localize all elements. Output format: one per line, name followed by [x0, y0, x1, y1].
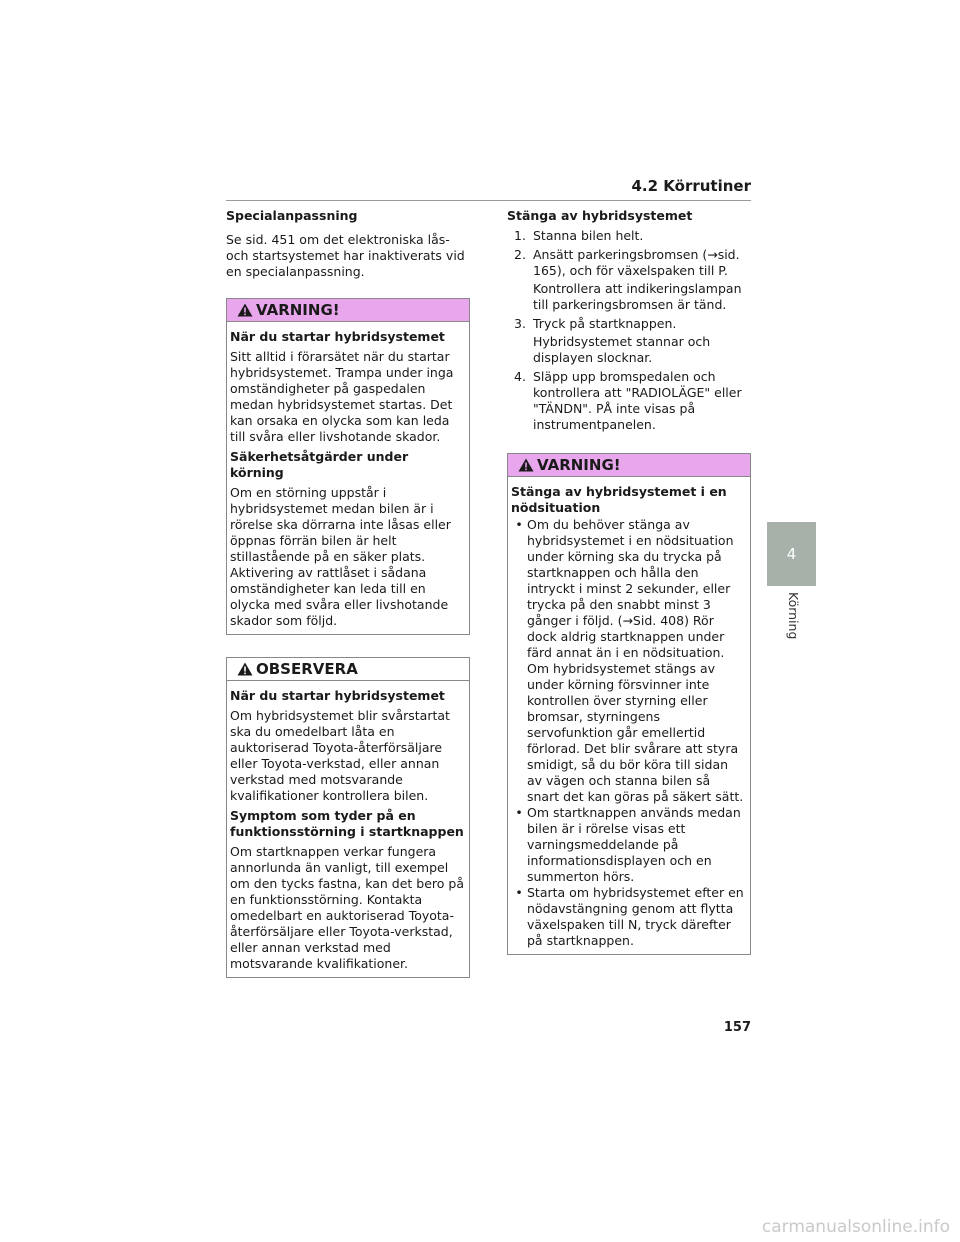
bullet-dot: • — [515, 805, 523, 820]
warning-section-text: Om en störning uppstår i hybridsystemet medan bilen är i rörelse ska dörrarna inte låsas eller öppnas förrän bilen är helt stillastående på en säker plats. Aktivering av rattlåset i sådana omständigheter kan leda till en olycka med svåra eller livshotande skador som följd. — [230, 485, 451, 628]
step-number: 2. — [514, 247, 526, 262]
step-content — [533, 316, 751, 366]
list-item — [507, 316, 751, 366]
warning-section-heading: När du startar hybridsystemet — [230, 329, 445, 344]
step-content — [533, 247, 751, 313]
bullet-text: Om startknappen används medan bilen är i rörelse visas ett varningsmeddelande på informationsdisplayen och en summerton hörs. — [527, 805, 741, 884]
warning-body — [508, 477, 750, 954]
notice-triangle-icon — [237, 662, 253, 676]
warning-box-start — [226, 298, 470, 635]
specialanpassning-intro: Se sid. 451 om det elektroniska lås- och startsystemet har inaktiverats vid en specialanpassning. — [226, 232, 465, 279]
list-item — [511, 517, 746, 805]
bullet-dot: • — [515, 885, 523, 900]
chapter-tab: 4 — [767, 522, 816, 586]
warning-bullet-list — [511, 517, 746, 949]
list-item — [511, 885, 746, 949]
watermark: carmanualsonline.info — [761, 1217, 950, 1237]
specialanpassning-heading: Specialanpassning — [226, 208, 358, 223]
warning-header — [227, 299, 469, 322]
step-number: 4. — [514, 369, 526, 384]
step-text: Tryck på startknappen. — [533, 316, 677, 331]
list-item — [507, 228, 751, 244]
bullet-text: Om du behöver stänga av hybridsystemet i en nödsituation under körning ska du trycka på startknappen och hålla den intryckt i minst 2 sekunder, eller trycka på den snabbt minst 3 gånger i följd. (→Sid. 408) Rör dock aldrig startknappen under färd annat än i en nödsituation. Om hybridsystemet stängs av under körning försvinner inte kontrollen över styrning eller bromsar, styrningens servofunktion går emellertid förlorad. Det blir svårare att styra smidigt, så du bör köra till sidan av vägen och stanna bilen så snart det kan göras på säkert sätt. — [527, 517, 744, 804]
stop-steps-list — [507, 228, 751, 433]
bullet-text: Starta om hybridsystemet efter en nödavstängning genom att flytta växelspaken till N, tryck därefter på startknappen. — [527, 885, 744, 948]
notice-header — [227, 658, 469, 681]
step-number: 3. — [514, 316, 526, 331]
warning-body — [227, 322, 469, 634]
warning-section-heading: Stänga av hybridsystemet i en nödsituation — [511, 484, 727, 515]
notice-section-heading: Symptom som tyder på en funktionsstörning i startknappen — [230, 808, 464, 839]
notice-section-text: Om startknappen verkar fungera annorlunda än vanligt, till exempel om den tycks fastna, kan det bero på en funktionsstörning. Kontakta omedelbart en auktoriserad Toyota-återförsäljare eller Toyota-verkstad, eller annan verkstad med motsvarande kvalifikationer. — [230, 844, 464, 971]
notice-box — [226, 657, 470, 978]
right-column — [507, 208, 751, 955]
step-text: Ansätt parkeringsbromsen (→sid. 165), och för växelspaken till P. — [533, 247, 740, 278]
warning-triangle-icon — [237, 303, 253, 317]
step-text: Stanna bilen helt. — [533, 228, 644, 243]
notice-section-text: Om hybridsystemet blir svårstartat ska du omedelbart låta en auktoriserad Toyota-återförsäljare eller Toyota-verkstad, eller annan verkstad med motsvarande kvalifikationer kontrollera bilen. — [230, 708, 450, 803]
step-subtext: Kontrollera att indikeringslampan till parkeringsbromsen är tänd. — [533, 281, 742, 312]
warning-header — [508, 454, 750, 477]
stop-hybrid-heading: Stänga av hybridsystemet — [507, 208, 693, 223]
warning-section-text: Sitt alltid i förarsätet när du startar hybridsystemet. Trampa under inga omständigheter på gaspedalen medan hybridsystemet startas. Det kan orsaka en olycka som kan leda till svåra eller livshotande skador. — [230, 349, 454, 444]
warning-triangle-icon — [518, 458, 534, 472]
list-item — [511, 805, 746, 885]
notice-title: OBSERVERA — [256, 660, 358, 678]
list-item — [507, 369, 751, 433]
warning-title: VARNING! — [537, 456, 621, 474]
warning-title: VARNING! — [256, 301, 340, 319]
notice-body — [227, 681, 469, 977]
left-column — [226, 208, 470, 978]
list-item — [507, 247, 751, 313]
warning-section-heading: Säkerhetsåtgärder under körning — [230, 449, 409, 480]
warning-box-emergency — [507, 453, 751, 955]
section-header: 4.2 Körrutiner — [226, 176, 751, 201]
chapter-label — [753, 592, 833, 672]
bullet-dot: • — [515, 517, 523, 532]
step-text: Släpp upp bromspedalen och kontrollera att "RADIOLÄGE" eller "TÄNDN". PÅ inte visas på instrumentpanelen. — [533, 369, 742, 432]
chapter-label-text: Körning — [786, 592, 801, 640]
page-number: 157 — [723, 1020, 751, 1035]
step-number: 1. — [514, 228, 526, 243]
notice-section-heading: När du startar hybridsystemet — [230, 688, 445, 703]
step-subtext: Hybridsystemet stannar och displayen slocknar. — [533, 334, 711, 365]
